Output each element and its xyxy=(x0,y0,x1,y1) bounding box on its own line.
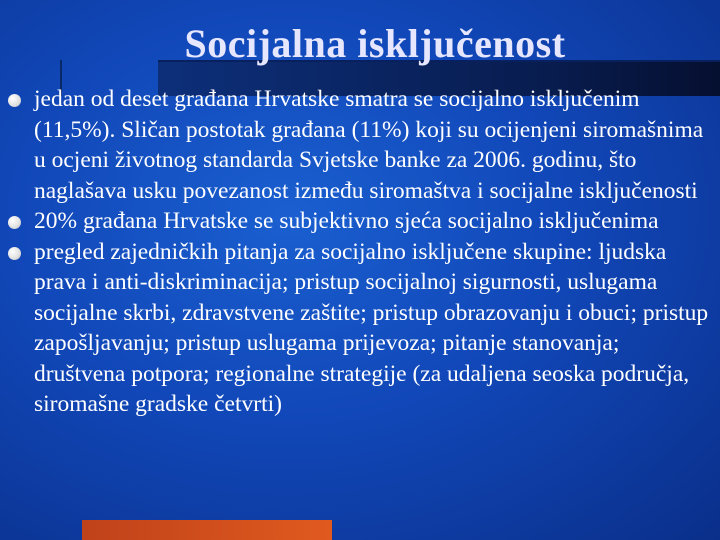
bullet-item xyxy=(8,84,712,206)
bullet-text: 20% građana Hrvatske se subjektivno sjeća socijalno isključenima xyxy=(34,208,659,234)
bullet-icon xyxy=(8,94,21,107)
slide-title: Socijalna isključenost xyxy=(184,21,566,66)
bullet-text: pregled zajedničkih pitanja za socijalno isključene skupine: ljudska prava i anti-diskriminacija; pristup socijalnoj sigurnosti, uslugama socijalne skrbi, zdravstvene zaštite; pristup obrazovanju i obuci; pristup zapošljavanju; pristup uslugama prijevoza; pitanje stanovanja; društvena potpora; regionalne strategije (za udaljena seoska područja, siromašne gradske četvrti) xyxy=(34,238,709,417)
bullet-item xyxy=(8,206,712,237)
bullet-item xyxy=(8,237,712,420)
bullet-text: jedan od deset građana Hrvatske smatra se socijalno isključenim (11,5%). Sličan postotak građana (11%) koji su ocijenjeni siromašnima u ocjeni životnog standarda Svjetske banke za 2006. godinu, što naglašava usku povezanost između siromaštva i socijalne isključenosti xyxy=(34,86,704,204)
bullet-list xyxy=(8,84,712,420)
bullet-icon xyxy=(8,216,21,229)
decorative-bottom-bar xyxy=(82,520,332,540)
bullet-icon xyxy=(8,247,21,260)
